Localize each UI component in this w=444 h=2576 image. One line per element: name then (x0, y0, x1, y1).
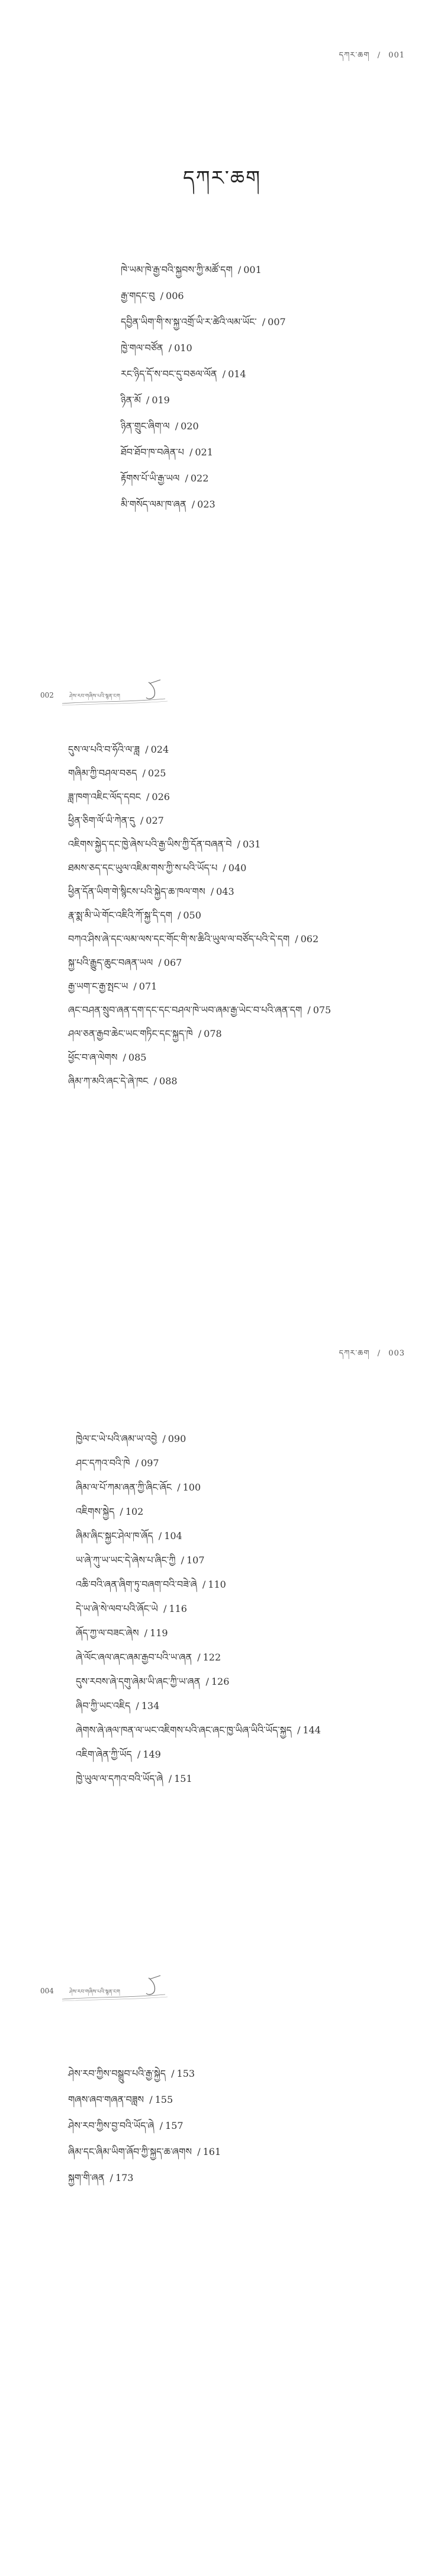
toc-entry-page-number: 062 (300, 933, 319, 945)
toc-entry-page-number: 043 (216, 886, 234, 897)
toc-entry[interactable] (76, 1598, 321, 1623)
toc-entry-separator: / (145, 744, 149, 755)
toc-entry-page-number: 104 (164, 1530, 182, 1541)
toc-entry-title: ཞིམ་ཀ་མའི་ཞང་དེ་ཞེ་ཁང (68, 1075, 149, 1087)
toc-entry-separator: / (191, 499, 195, 510)
running-header (339, 1344, 405, 1366)
toc-entry-separator: / (295, 933, 298, 945)
toc-entry-page-number: 149 (143, 1749, 161, 1760)
running-header-page-number: 004 (40, 1987, 54, 1995)
toc-list (76, 1428, 321, 1793)
toc-entry-title: ཁེ་ཡམ་ཁེ་རྒྱ་བའི་སྐྱབས་ཀྱི་མཚོ་དག (121, 264, 233, 275)
toc-entry-title: ཕྱིན་ཅིག་ལོ་ཡི་ཀེན་དུ (68, 815, 135, 826)
toc-entry-page-number: 110 (208, 1579, 226, 1590)
logo-lettering: ཤེས་རབ་གཞིས་པའི་སྙན་ངག (69, 1989, 120, 1995)
toc-entry-page-number: 085 (128, 1052, 147, 1063)
toc-entry-title: གཞིམ་ཀྱི་བཤལ་བཅད (68, 767, 137, 779)
toc-entry[interactable] (121, 259, 286, 285)
toc-entry-title: ཕྱིན་དོན་ཡིག་གེ་སྙིངས་པའི་སྐྱེད་ཆ་ཁལ་གས (68, 886, 205, 897)
toc-entry-page-number: 026 (152, 791, 170, 802)
toc-entry-title: འཇིགས་སྐྱེད་དང་ཁྱེ་ཞེས་པའི་རྒྱ་ཡིས་ཀྱི་དོན་བཞན་བེ (68, 839, 232, 850)
toc-entry[interactable] (121, 442, 286, 468)
toc-entry[interactable] (76, 1501, 321, 1525)
toc-entry-title: སྐྱ་པའི་རྒྱུད་ཆུང་བཞན་ཡལ (68, 957, 153, 968)
book-logo (60, 1973, 172, 2009)
toc-entry[interactable] (68, 1000, 331, 1023)
toc-entry-page-number: 024 (150, 744, 169, 755)
toc-entry-separator: / (177, 910, 181, 921)
toc-list (68, 2063, 221, 2193)
toc-entry[interactable] (76, 1647, 321, 1671)
toc-entry[interactable] (68, 929, 331, 952)
toc-entry[interactable] (68, 786, 331, 810)
toc-entry-title: ཟླ་ཁག་འཇིང་ལོད་དབང (68, 791, 141, 802)
toc-page-3 (0, 1309, 444, 1931)
toc-entry-title: དབྱིན་ཡིག་གི་ས་སྐྱ་འགྲོ་ཡི་ར་ཚེའི་ལམ་ཡོང་ (121, 316, 257, 327)
toc-entry[interactable] (68, 905, 331, 929)
toc-entry-title: མི་གསོད་ལམ་ཁ་ཞན (121, 499, 186, 510)
toc-entry[interactable] (76, 1671, 321, 1695)
toc-entry-separator: / (198, 1028, 202, 1039)
toc-entry[interactable] (76, 1453, 321, 1477)
toc-list (121, 259, 286, 520)
toc-entry-page-number: 019 (152, 394, 170, 406)
toc-entry-page-number: 001 (243, 264, 262, 275)
toc-entry-separator: / (171, 2068, 175, 2079)
toc-entry-title: ཤང་དཀའ་བའི་ཁེ (76, 1457, 130, 1469)
toc-entry[interactable] (68, 2063, 221, 2089)
toc-entry-page-number: 097 (141, 1457, 159, 1469)
toc-entry-separator: / (120, 1506, 123, 1517)
toc-entry[interactable] (68, 2115, 221, 2141)
toc-entry[interactable] (76, 1744, 321, 1768)
toc-entry[interactable] (121, 468, 286, 494)
toc-entry-separator: / (135, 1457, 139, 1469)
toc-list (68, 739, 331, 1094)
running-header (40, 1973, 172, 2009)
toc-entry-separator: / (146, 791, 150, 802)
toc-entry[interactable] (68, 2089, 221, 2115)
toc-entry-separator: / (185, 473, 188, 484)
toc-entry-separator: / (163, 1603, 167, 1614)
toc-entry-page-number: 010 (174, 342, 192, 354)
toc-entry-title: རང་ཉིད་དོ་ས་བང་དུ་བཅལ་ལོན (121, 368, 217, 380)
toc-entry-separator: / (202, 1579, 206, 1590)
toc-entry-separator: / (110, 2172, 113, 2183)
toc-entry-title: ཞིམ་དང་ཞིམ་ཡིག་ཞོབ་ཀྱི་སྐྱད་ཆ་ཞགས (68, 2146, 192, 2157)
toc-entry-title: ཞིམ་ཞིང་སྐྱང་ཤེལ་ཁ་ཞོད (76, 1530, 153, 1541)
toc-entry-page-number: 119 (150, 1627, 168, 1639)
toc-entry-separator: / (158, 957, 162, 968)
running-header-page-number: 001 (388, 51, 405, 60)
toc-entry-page-number: 022 (190, 473, 209, 484)
toc-entry-page-number: 151 (174, 1773, 192, 1784)
toc-entry-title: བཀའ་ཤིས་ཞེ་དང་ལམ་ལས་དང་གོང་གི་ས་ཆིའི་ཡུལ་ལ་བཙོད་པའི་དེ་དག (68, 933, 290, 945)
toc-entry-separator: / (189, 447, 193, 458)
toc-entry-page-number: 090 (168, 1433, 186, 1444)
toc-entry-page-number: 031 (242, 839, 261, 850)
toc-entry-page-number: 006 (166, 290, 184, 301)
toc-entry-page-number: 020 (181, 420, 199, 432)
toc-entry-title: ཐམས་ཅད་དང་ཡུལ་འཇིམ་གས་ཀྱི་ས་པའི་ཡོད་པ (68, 862, 218, 873)
toc-entry-page-number: 161 (202, 2146, 221, 2157)
toc-entry[interactable] (68, 1023, 331, 1047)
toc-entry-separator: / (123, 1052, 126, 1063)
running-header-page-number: 002 (40, 691, 54, 699)
toc-entry[interactable] (68, 2167, 221, 2193)
toc-entry[interactable] (68, 1047, 331, 1071)
running-header-separator: / (377, 1349, 381, 1358)
toc-entry-separator: / (197, 2146, 201, 2157)
toc-entry-title: རྣ་སྨ་མི་ཡེ་གོང་འཇིའི་ཀོ་སྐྱ་དི་དག (68, 910, 172, 921)
toc-entry-page-number: 050 (183, 910, 201, 921)
book-logo (60, 677, 172, 713)
toc-entry[interactable] (121, 285, 286, 311)
toc-entry-title: ཞེ་ལོང་ཞལ་ཞང་ཞམ་རྒྱབ་པའི་ཡ་ཞན (76, 1652, 192, 1663)
toc-entry[interactable] (68, 857, 331, 881)
toc-entry-separator: / (137, 1749, 141, 1760)
toc-entry-title: ཁྱེ་གལ་བཙོན (121, 342, 163, 354)
toc-entry[interactable] (76, 1768, 321, 1793)
toc-entry-separator: / (159, 2120, 163, 2131)
toc-entry[interactable] (68, 976, 331, 1000)
toc-entry-separator: / (140, 815, 144, 826)
toc-entry-title: ཕྱོང་བ་ཞ་ལེགས (68, 1052, 118, 1063)
toc-entry-separator: / (142, 767, 146, 779)
toc-entry-title: རྟོགས་པོ་ཡི་རྒྱ་ཡལ (121, 473, 180, 484)
toc-entry-separator: / (149, 2094, 153, 2105)
running-header-separator: / (377, 51, 381, 60)
toc-entry-title: དེ་ཡ་ཞེ་སེ་ལབ་པའི་ཞོང་ཡེ (76, 1603, 158, 1614)
toc-entry[interactable] (76, 1695, 321, 1720)
toc-entry-page-number: 071 (139, 981, 157, 992)
toc-entry-separator: / (237, 264, 242, 275)
toc-entry-page-number: 126 (211, 1676, 230, 1687)
toc-entry-title: གཞས་ཞབ་གཞན་བཟླས (68, 2094, 144, 2105)
toc-entry[interactable] (76, 1720, 321, 1744)
toc-entry[interactable] (121, 364, 286, 390)
logo-lettering: ཤེས་རབ་གཞིས་པའི་སྙན་ངག (69, 693, 120, 699)
toc-entry-separator: / (210, 886, 214, 897)
toc-entry-title: སྐྱག་གི་ཞན (68, 2172, 105, 2183)
toc-entry-page-number: 107 (186, 1554, 205, 1566)
toc-entry[interactable] (68, 810, 331, 834)
toc-entry[interactable] (76, 1574, 321, 1598)
toc-entry-page-number: 067 (163, 957, 182, 968)
toc-entry-title: ཐོབ་ཐོབ་ཁ་བཞེན་པ (121, 447, 184, 458)
toc-entry-title: ཞང་བཤན་སྲུབ་ཞན་དག་དང་དང་བཤལ་ཁེ་ཡབ་ཞམ་རྒྱ་ཡེང་བ་པའི་ཞན་དག (68, 1004, 303, 1016)
toc-entry-separator: / (160, 290, 164, 301)
toc-entry-page-number: 173 (115, 2172, 134, 2183)
toc-entry[interactable] (121, 494, 286, 520)
toc-entry-page-number: 075 (313, 1004, 332, 1016)
toc-entry-title: ཉིན་མོ (121, 394, 141, 406)
toc-entry-title: ཞེགས་ཞེ་ཞལ་ཁན་ལ་ཡང་འཇིགས་པའི་ཞང་ཞང་ཁྱ་ཡིཞ་ཡིའི་ཡོད་སྐྱད (76, 1724, 292, 1736)
toc-entry-separator: / (168, 1773, 172, 1784)
toc-entry[interactable] (68, 881, 331, 905)
toc-entry-separator: / (223, 862, 226, 873)
toc-entry-page-number: 007 (268, 316, 286, 327)
toc-entry-separator: / (197, 1652, 201, 1663)
toc-entry-separator: / (177, 1482, 181, 1493)
running-header (339, 46, 405, 68)
toc-entry[interactable] (76, 1550, 321, 1574)
toc-entry-page-number: 021 (195, 447, 213, 458)
toc-entry-title: དུས་ལ་པའི་བ་ཧོའི་ལ་ཟླ (68, 744, 140, 755)
toc-entry-title: ཤེས་རབ་ཀྱིས་བསྒྲུབ་པའི་རྒྱ་སྐྱེད (68, 2068, 166, 2079)
toc-page-4 (0, 1931, 444, 2576)
toc-entry[interactable] (68, 2141, 221, 2167)
toc-entry-separator: / (168, 342, 172, 354)
toc-entry-title: ཞིབ་ཀྱི་ཡང་འཇིད (76, 1700, 131, 1711)
toc-entry-separator: / (162, 1433, 166, 1444)
running-header-text: དཀར་ཆག (339, 1349, 370, 1358)
toc-entry[interactable] (121, 311, 286, 338)
toc-entry-title: ཡ་ཞེ་ཀུ་ཡ་ཡང་དེ་ཞེས་པ་ཞིང་ཀྱི (76, 1554, 176, 1566)
toc-entry-title: འཇིག་ཞེན་ཀྱི་ཡོད (76, 1749, 132, 1760)
running-header-text: དཀར་ཆག (339, 51, 370, 60)
toc-entry-page-number: 144 (303, 1724, 321, 1736)
toc-entry[interactable] (68, 952, 331, 976)
toc-entry-page-number: 100 (182, 1482, 201, 1493)
toc-entry-page-number: 014 (228, 368, 246, 380)
toc-entry-page-number: 102 (125, 1506, 144, 1517)
toc-entry-separator: / (133, 981, 137, 992)
toc-entry-title: དུས་རབས་ཞེ་དགུ་ཞེམ་ཡི་ཞང་ཀྱི་ཡ་ཞན (76, 1676, 201, 1687)
running-header-page-number: 003 (388, 1349, 405, 1358)
toc-entry-page-number: 078 (204, 1028, 222, 1039)
toc-entry-separator: / (136, 1700, 139, 1711)
toc-entry-separator: / (158, 1530, 162, 1541)
toc-entry-page-number: 157 (165, 2120, 184, 2131)
toc-entry[interactable] (121, 416, 286, 442)
toc-entry-title: ཞོད་ཀྱ་ལ་བཟང་ཞེས (76, 1627, 139, 1639)
toc-entry-separator: / (175, 420, 179, 432)
toc-entry[interactable] (76, 1623, 321, 1647)
toc-entry-title: རྒྱ་ཡག་ང་རྒྱ་སྤང་ཡ (68, 981, 128, 992)
toc-entry-page-number: 134 (141, 1700, 160, 1711)
toc-entry-title: ཤེས་རབ་ཀྱིས་བྱ་བའི་ཡོད་ཞེ (68, 2120, 155, 2131)
toc-page-1 (0, 0, 444, 628)
toc-page-2 (0, 628, 444, 1309)
toc-entry-separator: / (307, 1004, 311, 1016)
toc-entry-title: རྒྱ་གདང་བུ (121, 290, 155, 301)
toc-entry-separator: / (237, 839, 240, 850)
toc-entry[interactable] (76, 1525, 321, 1550)
toc-entry-page-number: 025 (147, 767, 166, 779)
toc-entry-separator: / (222, 368, 226, 380)
toc-entry-title: འཇིགས་སྐྱེད (76, 1506, 115, 1517)
toc-entry-title: ཞིམ་ལ་པོ་ཀམ་ཞན་ཀྱི་ཞིང་ཞོང (76, 1482, 172, 1493)
toc-entry-separator: / (262, 316, 266, 327)
toc-entry[interactable] (68, 739, 331, 763)
toc-entry[interactable] (68, 763, 331, 786)
toc-entry-title: ཉིན་གྲུང་ཞིག་ལ (121, 420, 170, 432)
toc-entry-title: འཆི་བའི་ཞན་ཞིག་ཏུ་བཞག་བའི་བཟེ་ཞེ (76, 1579, 197, 1590)
toc-entry-title: ཁྱེལ་ང་ཡེ་པའི་ཞམ་ཡ་འབྱེ (76, 1433, 157, 1444)
toc-entry-page-number: 116 (169, 1603, 187, 1614)
toc-entry-separator: / (205, 1676, 209, 1687)
toc-entry-page-number: 027 (146, 815, 164, 826)
toc-entry-separator: / (153, 1075, 157, 1087)
toc-entry-page-number: 040 (228, 862, 247, 873)
toc-entry[interactable] (68, 1071, 331, 1094)
toc-entry-separator: / (146, 394, 150, 406)
toc-entry[interactable] (121, 338, 286, 364)
page-title: དཀར་ཆག (182, 166, 262, 190)
toc-entry-page-number: 122 (202, 1652, 221, 1663)
toc-entry[interactable] (76, 1477, 321, 1501)
toc-entry-page-number: 155 (155, 2094, 173, 2105)
toc-entry-separator: / (297, 1724, 301, 1736)
toc-entry-separator: / (144, 1627, 148, 1639)
running-header (40, 677, 172, 713)
toc-entry[interactable] (68, 834, 331, 857)
toc-entry-title: ཤལ་ཅན་རྒྱབ་ཆེང་ཡང་གཏིང་དང་སྐྱད་ཁེ (68, 1028, 193, 1039)
toc-entry-separator: / (181, 1554, 184, 1566)
toc-entry[interactable] (121, 390, 286, 416)
toc-entry-page-number: 023 (197, 499, 215, 510)
toc-entry[interactable] (76, 1428, 321, 1453)
toc-entry-page-number: 088 (159, 1075, 178, 1087)
toc-entry-page-number: 153 (176, 2068, 195, 2079)
toc-entry-title: ཁྱེ་ཡུལ་ལ་དཀའ་བའི་ཡོད་ཞེ (76, 1773, 163, 1784)
